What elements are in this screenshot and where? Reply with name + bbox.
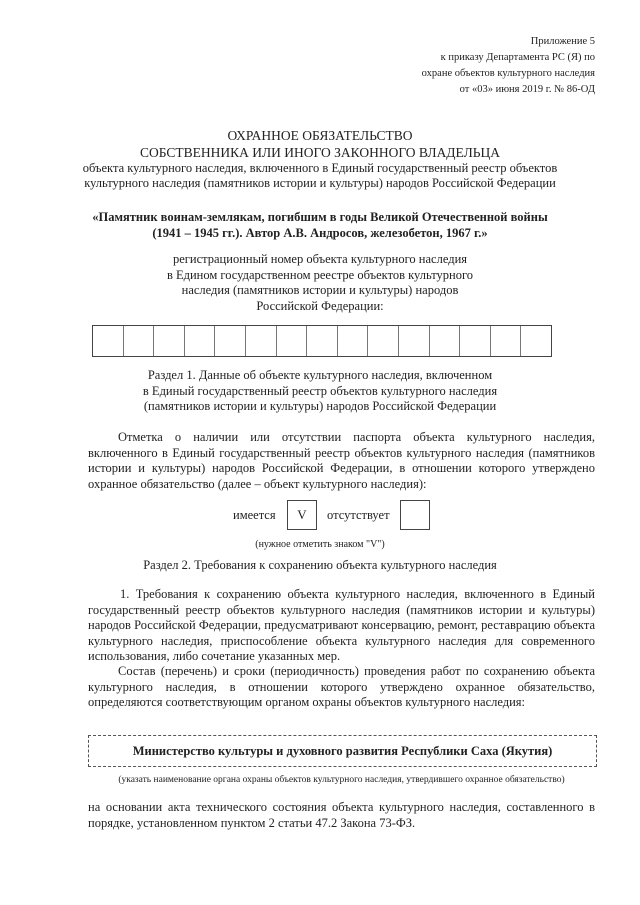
title-line-2: СОБСТВЕННИКА ИЛИ ИНОГО ЗАКОННОГО ВЛАДЕЛЬЦА [139,145,500,160]
document-subtitle [60,161,580,191]
section-1-line-2: в Единый государственный реестр объектов культурного наследия [142,383,498,398]
passport-checkboxes [0,500,640,530]
object-name-line-1: «Памятник воинам-землякам, погибшим в годы Великой Отечественной войны [92,210,548,224]
passport-paragraph: Отметка о наличии или отсутствии паспорта объекта культурного наследия, включенного в Единый государственный реестр объектов культурного наследия (памятников истории и культуры) народов Российской Федерации, в отношении которого утверждено охранное обязательство (далее – объект культурного наследия): [88,430,595,491]
no-passport-checkbox[interactable] [400,500,430,530]
section-1-line-1: Раздел 1. Данные об объекте культурного наследия, включенном [147,368,493,382]
reg-digit-cell[interactable] [93,326,124,356]
object-name [60,209,580,241]
reg-digit-cell[interactable] [185,326,216,356]
subtitle-line-2: культурного наследия (памятников истории и культуры) народов Российской Федерации [84,176,556,190]
section-1-heading [60,368,580,415]
organ-name-box[interactable]: Министерство культуры и духовного развития Республики Саха (Якутия) [88,735,597,767]
works-paragraph: Состав (перечень) и сроки (периодичность) проведения работ по сохранению объекта культурного наследия, в отношении которого утверждено охранное обязательство, определяются соответствующим органом охраны объектов культурного наследия: [88,664,595,709]
appendix-header [335,34,595,98]
registration-line-1: регистрационный номер объекта культурного наследия [172,252,468,266]
reg-digit-cell[interactable] [154,326,185,356]
reg-digit-cell[interactable] [491,326,522,356]
registration-number-grid[interactable] [92,325,552,357]
reg-digit-cell[interactable] [521,326,551,356]
registration-line-2: в Едином государственном реестре объектов культурного [166,267,474,282]
appendix-line-3: охране объектов культурного наследия [421,68,595,79]
requirements-paragraph: 1. Требования к сохранению объекта культурного наследия, включенного в Единый государственный реестр объектов культурного наследия (памятников истории и культуры) народов Российской Федерации, предусматривают консервацию, ремонт, реставрацию объекта культурного наследия, приспособление объекта культурного наследия для современного использования, либо сочетание указанных мер. [88,587,595,663]
reg-digit-cell[interactable] [246,326,277,356]
reg-digit-cell[interactable] [399,326,430,356]
reg-digit-cell[interactable] [460,326,491,356]
has-passport-label: имеется [233,508,276,522]
basis-paragraph: на основании акта технического состояния объекта культурного наследия, составленного в порядке, установленном пунктом 2 статьи 47.2 Закона 73-ФЗ. [88,800,595,830]
reg-digit-cell[interactable] [307,326,338,356]
appendix-line-2: к приказу Департамента РС (Я) по [440,52,595,63]
reg-digit-cell[interactable] [338,326,369,356]
appendix-line-4: от «03» июня 2019 г. № 86-ОД [459,84,595,95]
object-name-line-2: (1941 – 1945 гг.). Автор А.В. Андросов, железобетон, 1967 г.» [152,226,488,240]
registration-line-3: наследия (памятников истории и культуры) народов [181,283,459,297]
has-passport-checkbox[interactable]: V [287,500,317,530]
section-2-heading: Раздел 2. Требования к сохранению объекта культурного наследия [143,558,497,572]
reg-digit-cell[interactable] [277,326,308,356]
reg-digit-cell[interactable] [124,326,155,356]
registration-label [60,252,580,314]
title-line-1: ОХРАННОЕ ОБЯЗАТЕЛЬСТВО [227,128,413,143]
subtitle-line-1: объекта культурного наследия, включенного в Единый государственный реестр объектов [82,161,558,175]
reg-digit-cell[interactable] [215,326,246,356]
checkbox-note: (нужное отметить знаком "V") [255,539,385,550]
appendix-line-1: Приложение 5 [530,36,595,47]
registration-line-4: Российской Федерации: [256,298,384,313]
reg-digit-cell[interactable] [430,326,461,356]
document-title [60,127,580,161]
no-passport-label: отсутствует [327,508,390,522]
section-1-line-3: (памятников истории и культуры) народов Российской Федерации [143,399,497,413]
organ-note: (указать наименование органа охраны объектов культурного наследия, утвердившего охранное обязательство) [118,775,565,785]
reg-digit-cell[interactable] [368,326,399,356]
